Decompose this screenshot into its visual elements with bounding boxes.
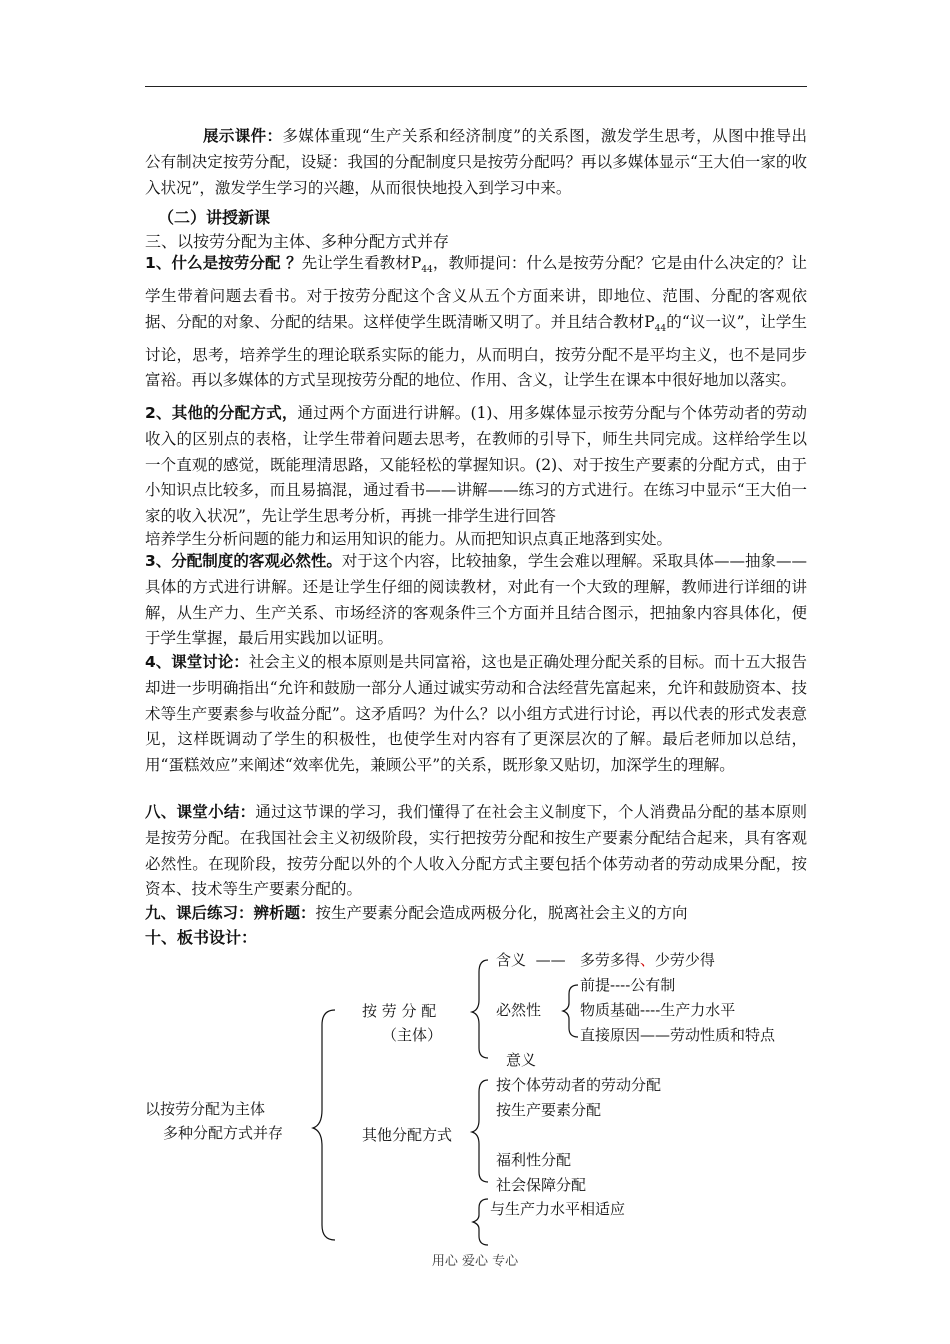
board-other: 其他分配方式 [362,1126,453,1144]
p9-text: 按生产要素分配会造成两极分化，脱离社会主义的方向 [315,904,688,922]
board-meaning-dash: —— [535,951,566,969]
p3-text: 对于这个内容，比较抽象，学生会难以理解。采取具体——抽象——具体的方式进行讲解。还是让学生仔细的阅读教材，对此有一个大致的理解，教师进行详细的讲解，从生产力、生产关系、市场经济的客观条件三个方面并且结合图示，把抽象内容具体化，便于学生掌握，最后用实践加以证明。 [145,552,807,648]
p2-text: 通过两个方面进行讲解。(1)、用多媒体显示按劳分配与个体劳动者的劳动收入的区别点的表格，让学生带着问题去思考，在教师的引导下，师生共同完成。这样给学生以一个直观的感觉，既能理清思路，又能轻松的掌握知识。(2)、对于按生产要素的分配方式，由于小知识点比较多，而且易搞混，通过看书——讲解——练习的方式进行。在练习中显示“王大伯一家的收入状况”，先让学生思考分析，再挑一排学生进行回答 [145,404,807,526]
board-meaning-a: 多劳多得 [579,951,640,969]
p1-label: 1、什么是按劳分配 ？ [145,254,302,272]
p9-label: 九、课后练习：辨析题： [145,904,316,922]
p8-text: 通过这节课的学习，我们懂得了在社会主义制度下，个人消费品分配的基本原则是按劳分配。在我国社会主义初级阶段，实行把按劳分配和按生产要素分配结合起来，具有客观必然性。在现阶段，按劳分配以外的个人收入分配方式主要包括个体劳动者的劳动成果分配，按资本、技术等生产要素分配的。 [145,803,807,899]
board-anlao-line2: （主体） [382,1026,443,1044]
intro-label: 展示课件： [203,127,283,145]
board-meaning-label: 含义 [496,951,527,969]
p1-text-a: 先让学生看教材P [301,254,422,272]
section3-title: 三、以按劳分配为主体、多种分配方式并存 [145,232,450,251]
p2-label: 2、其他的分配方式， [145,404,298,422]
p1-sub2: 44 [654,323,667,334]
board-other-item: 福利性分配 [496,1151,572,1169]
board-root-line1: 以按劳分配为主体 [145,1100,266,1118]
other-brace [472,1080,488,1182]
intro-text: 多媒体重现“生产关系和经济制度”的关系图，激发学生思考，从图中推导出公有制决定按劳分配，设疑：我国的分配制度只是按劳分配吗？再以多媒体显示“王大伯一家的收入状况”，激发学生学习的兴趣，从而很快地投入到学习中来。 [145,127,807,197]
board-direct: 直接原因——劳动性质和特点 [580,1026,776,1044]
p3-label: 3、分配制度的客观必然性。 [145,552,342,570]
page-footer: 用心 爱心 专心 [431,1254,519,1269]
board-meaning-b: 少劳少得 [654,951,715,969]
p1-text-c: 的“议一议”，让学生讨论，思考，培养学生的理论联系实际的能力，从而明白，按劳分配不是平均主义，也不是同步富裕。再以多媒体的方式呈现按劳分配的地位、作用、含义，让学生在课本中很好地加以落实。 [145,312,807,390]
p4-label: 4、课堂讨论： [145,653,249,671]
board-premise: 前提----公有制 [580,976,676,994]
p4-text: 社会主义的根本原则是共同富裕，这也是正确处理分配关系的目标。而十五大报告却进一步明确指出“允许和鼓励一部分人通过诚实劳动和合法经营先富起来，允许和鼓励资本、技术等生产要素参与收益分配”。这矛盾吗？为什么？以小组方式进行讨论，再以代表的形式发表意见，这样既调动了学生的积极性，也使学生对内容有了更深层次的了解。最后老师加以总结，用“蛋糕效应”来阐述“效率优先，兼顾公平”的关系，既形象又贴切，加深学生的理解。 [145,653,807,775]
p8-label: 八、课堂小结： [145,803,256,821]
board-anlao-line1: 按 劳 分 配 [362,1002,437,1020]
p10-label: 十、板书设计： [145,928,258,947]
section2-title: （二）讲授新课 [158,208,271,227]
board-other-item: 社会保障分配 [496,1176,587,1194]
board-material: 物质基础----生产力水平 [580,1001,736,1019]
board-other-item: 按个体劳动者的劳动分配 [496,1076,662,1094]
adapt-brace [473,1199,488,1245]
p1-text-b: ，教师提问：什么是按劳分配？它是由什么决定的？让学生带着问题去看书。对于按劳分配这个含义从五个方面来讲，即地位、范围、分配的客观依据、分配的对象、分配的结果。这样使学生既清晰又明了。并且结合教材P [145,254,807,331]
anlao-brace [472,960,488,1058]
board-adapt: 与生产力水平相适应 [490,1200,626,1218]
p1-sub: 44 [421,265,433,276]
main-brace [313,1010,335,1240]
board-other-item: 按生产要素分配 [496,1101,602,1119]
board-meaning-sep: 、 [639,951,655,969]
board-necessity: 必然性 [496,1001,542,1019]
necessity-brace [563,985,578,1037]
board-significance: 意义 [506,1051,537,1069]
p2-text2: 培养学生分析问题的能力和运用知识的能力。从而把知识点真正地落到实处。 [145,530,673,548]
board-root-line2: 多种分配方式并存 [163,1124,284,1142]
board-meaning-row [496,949,715,970]
